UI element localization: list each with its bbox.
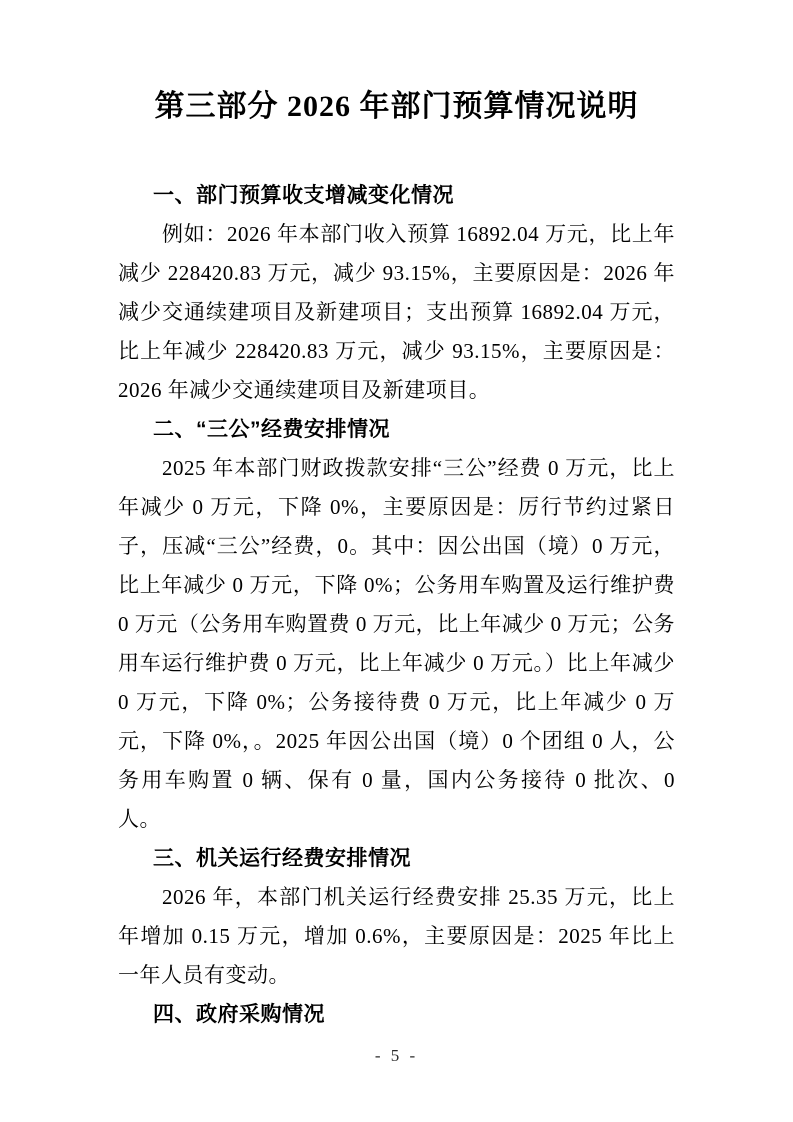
body-paragraph: 2025 年本部门财政拨款安排“三公”经费 0 万元，比上年减少 0 万元，下降 0%，主要原因是：厉行节约过紧日子，压减“三公”经费，0。其中：因公出国（境）0 万元，比上年减少 0 万元，下降 0%；公务用车购置及运行维护费 0 万元（公务用车购置费 0 万元，比上年减少 0 万元；公务用车运行维护费 0 万元，比上年减少 0 万元。）比上年减少 0 万元，下降 0%；公务接待费 0 万元，比上年减少 0 万元，下降 0%，。2025 年因公出国（境）0 个团组 0 人，公务用车购置 0 辆、保有 0 量，国内公务接待 0 批次、0 人。 xyxy=(118,456,675,831)
page-number: - 5 - xyxy=(374,1046,419,1065)
section-heading: 三、机关运行经费安排情况 xyxy=(153,847,411,870)
body-paragraph: 2026 年，本部门机关运行经费安排 25.35 万元，比上年增加 0.15 万元，增加 0.6%，主要原因是：2025 年比上一年人员有变动。 xyxy=(118,885,675,987)
page-title: 第三部分 2026 年部门预算情况说明 xyxy=(154,90,639,123)
body-paragraph: 例如：2026 年本部门收入预算 16892.04 万元，比上年减少 228420.83 万元，减少 93.15%，主要原因是：2026 年减少交通续建项目及新建项目；支出预算 16892.04 万元，比上年减少 228420.83 万元，减少 93.15%，主要原因是：2026 年减少交通续建项目及新建项目。 xyxy=(118,222,675,402)
section-heading: 二、“三公”经费安排情况 xyxy=(153,418,390,441)
section-heading: 四、政府采购情况 xyxy=(153,1003,325,1026)
document-body xyxy=(118,176,675,1034)
section-heading: 一、部门预算收支增减变化情况 xyxy=(153,184,454,207)
